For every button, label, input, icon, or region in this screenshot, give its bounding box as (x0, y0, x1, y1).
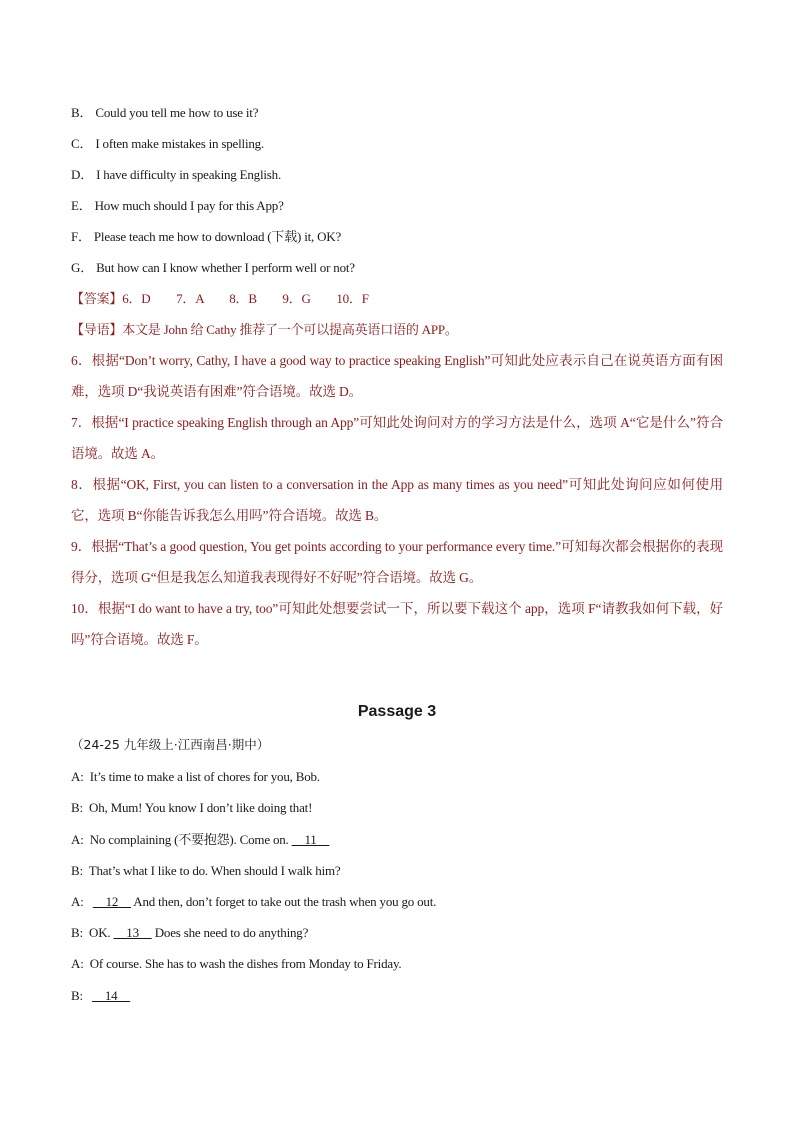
option-text: But how can I know whether I perform well or not? (96, 260, 355, 275)
dialogue-line (71, 768, 320, 786)
dialogue-text: That’s what I like to do. When should I walk him? (88, 863, 341, 878)
speaker: A: (71, 769, 84, 784)
explanation-9: 9．根据“That’s a good question, You get points according to your performance every time.”可知每次都会根据你的表现得分，选项 G“但是我怎么知道我表现得好不好呢”符合语境。故选 G。 (71, 539, 723, 585)
option-f (71, 228, 341, 246)
passage-source: （24-25 九年级上·江西南昌·期中） (71, 737, 270, 752)
option-text: How much should I pay for this App? (94, 198, 284, 213)
answer-text: 6．D 7．A 8．B 9．G 10．F (122, 291, 369, 306)
dialogue-line (71, 831, 329, 849)
option-e (71, 197, 284, 215)
dialogue-text: Of course. She has to wash the dishes from Monday to Friday. (89, 956, 402, 971)
speaker: A: (71, 956, 84, 971)
answer-line (71, 290, 369, 309)
passage-title: Passage 3 (357, 703, 437, 720)
dialogue-text: Oh, Mum! You know I don’t like doing that! (89, 800, 313, 815)
option-text: Please teach me how to download (下载) it, OK? (93, 229, 342, 244)
guide-text: 本文是 John 给 Cathy 推荐了一个可以提高英语口语的 APP。 (122, 322, 458, 337)
option-letter: G． (71, 260, 93, 275)
option-text: I often make mistakes in spelling. (95, 136, 265, 151)
explanation-10: 10．根据“I do want to have a try, too”可知此处想要尝试一下，所以要下载这个 app，选项 F“请教我如何下载，好吗”符合语境。故选 F。 (71, 601, 723, 647)
dialogue-text: OK. (89, 925, 114, 940)
speaker: B: (71, 800, 83, 815)
explanation-7: 7．根据“I practice speaking English through an App”可知此处询问对方的学习方法是什么，选项 A“它是什么”符合语境。故选 A。 (71, 415, 723, 461)
option-letter: E． (71, 198, 92, 213)
guide-line (71, 321, 458, 340)
option-text: Could you tell me how to use it? (95, 105, 259, 120)
dialogue-line (71, 862, 340, 880)
dialogue-line (71, 799, 312, 817)
explanation-6: 6．根据“Don’t worry, Cathy, I have a good way to practice speaking English”可知此处应表示自己在说英语方面有困难，选项 D“我说英语有困难”符合语境。故选 D。 (71, 353, 723, 399)
option-g (71, 259, 355, 277)
option-letter: D． (71, 167, 93, 182)
explanation-8: 8．根据“OK, First, you can listen to a conversation in the App as many times as you need”可知此处询问应如何使用它，选项 B“你能告诉我怎么用吗”符合语境。故选 B。 (71, 477, 723, 523)
dialogue-line (71, 924, 308, 942)
blank-13: 13 (113, 925, 152, 940)
dialogue-text: It’s time to make a list of chores for you, Bob. (89, 769, 320, 784)
speaker: B: (71, 988, 83, 1003)
dialogue-line (71, 893, 436, 911)
dialogue-line (71, 987, 130, 1005)
option-letter: F． (71, 229, 91, 244)
option-letter: C． (71, 136, 93, 151)
option-b (71, 104, 258, 122)
dialogue-text: And then, don’t forget to take out the trash when you go out. (130, 894, 437, 909)
dialogue-line (71, 955, 401, 973)
blank-12: 12 (92, 894, 131, 909)
dialogue-text: No complaining (不要抱怨). Come on. (89, 832, 292, 847)
option-c (71, 135, 264, 153)
option-letter: B． (71, 105, 93, 120)
speaker: B: (71, 925, 83, 940)
blank-14: 14 (92, 988, 131, 1003)
option-text: I have difficulty in speaking English. (96, 167, 282, 182)
speaker: A: (71, 894, 84, 909)
speaker: B: (71, 863, 83, 878)
option-d (71, 166, 281, 184)
guide-label: 【导语】 (71, 323, 123, 338)
answer-label: 【答案】 (71, 292, 123, 307)
speaker: A: (71, 832, 84, 847)
blank-11: 11 (291, 832, 330, 847)
dialogue-text: Does she need to do anything? (151, 925, 309, 940)
